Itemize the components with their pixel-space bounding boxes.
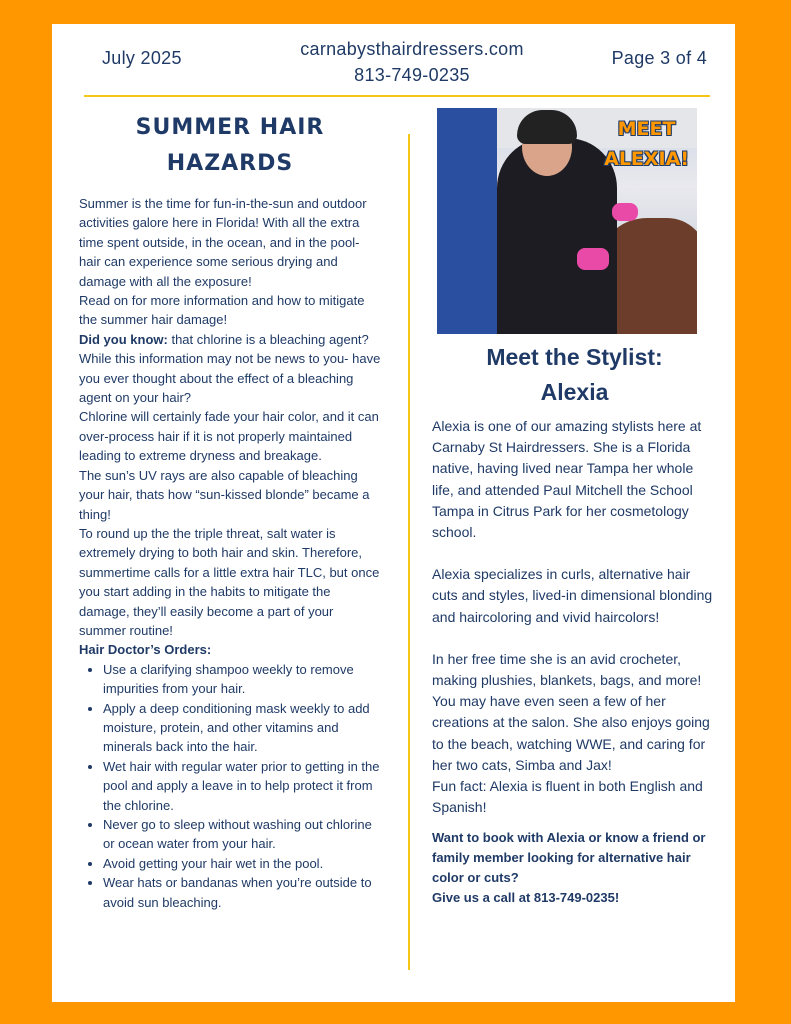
paragraph: Summer is the time for fun-in-the-sun and outdoor activities galore here in Florida! With all the extra time spent outside, in the ocean, and in the pool- hair can experience some serious drying and damage with all the exposure! bbox=[79, 196, 367, 289]
list-item: • Avoid getting your hair wet in the pool. bbox=[103, 854, 381, 873]
article-body bbox=[79, 194, 381, 912]
header-contact bbox=[252, 36, 572, 88]
did-you-know bbox=[79, 330, 381, 349]
orders-list bbox=[79, 660, 381, 912]
spacer bbox=[432, 543, 717, 564]
stylist-photo bbox=[437, 108, 697, 334]
list-item: • Never go to sleep without washing out chlorine or ocean water from your hair. bbox=[103, 815, 381, 854]
paragraph: In her free time she is an avid crocheter, making plushies, blankets, bags, and more! You may have even seen a few of her creations at the salon. She also enjoys going to the beach, watching WWE, and caring for her two cats, Simba and Jax! bbox=[432, 650, 710, 773]
paragraph: Alexia is one of our amazing stylists here at Carnaby St Hairdressers. She is a Florida native, having lived near Tampa her whole life, and attended Paul Mitchell the School Tampa in Citrus Park for her cosmetology school. bbox=[432, 418, 702, 541]
photo-stylist-hair bbox=[517, 110, 577, 144]
summer-hazards-article bbox=[79, 110, 381, 912]
newsletter-page bbox=[52, 24, 735, 1002]
article-title: SUMMER HAIR HAZARDS bbox=[135, 115, 325, 176]
orders-heading: Hair Doctor’s Orders: bbox=[79, 642, 212, 658]
header-divider bbox=[84, 95, 710, 97]
issue-date: July 2025 bbox=[102, 48, 182, 68]
paragraph: The sun’s UV rays are also capable of bleaching your hair, thats how “sun-kissed blonde” became a thing! bbox=[79, 467, 370, 522]
paragraph: Alexia specializes in curls, alternative hair cuts and styles, lived-in dimensional blonding and haircoloring and vivid haircolors! bbox=[432, 566, 713, 625]
stylist-body bbox=[432, 416, 717, 908]
photo-glove bbox=[577, 248, 609, 270]
list-item: • Wear hats or bandanas when you’re outside to avoid sun bleaching. bbox=[103, 873, 381, 912]
list-item: • Wet hair with regular water prior to getting in the pool and apply a leave in to help protect it from the chlorine. bbox=[103, 757, 381, 815]
paragraph: Read on for more information and how to mitigate the summer hair damage! bbox=[79, 293, 365, 328]
column-divider bbox=[408, 134, 410, 970]
did-you-know-label: Did you know: bbox=[79, 331, 168, 347]
photo-wall bbox=[437, 108, 497, 334]
cta-phone: Give us a call at 813-749-0235! bbox=[432, 890, 620, 906]
paragraph: Fun fact: Alexia is fluent in both English and Spanish! bbox=[432, 778, 703, 816]
spacer bbox=[432, 628, 717, 649]
booking-cta: Want to book with Alexia or know a friend or family member looking for alternative hair color or cuts? Give us a call at 813-749-0235! bbox=[432, 828, 717, 908]
paragraph: While this information may not be news to you- have you ever thought about the effect of a bleaching agent on your hair? bbox=[79, 351, 381, 406]
website-link[interactable]: carnabysthairdressers.com bbox=[300, 39, 524, 59]
meet-alexia-overlay: MEET ALEXIA! bbox=[604, 118, 689, 170]
page-number: Page 3 of 4 bbox=[611, 48, 707, 68]
phone-number: 813-749-0235 bbox=[354, 65, 470, 85]
photo-glove bbox=[612, 203, 638, 221]
meet-the-stylist-article bbox=[432, 340, 717, 908]
stylist-title: Meet the Stylist: Alexia bbox=[486, 344, 663, 405]
list-item: • Use a clarifying shampoo weekly to remove impurities from your hair. bbox=[103, 660, 381, 699]
list-item: • Apply a deep conditioning mask weekly to add moisture, protein, and other vitamins and minerals back into the hair. bbox=[103, 699, 381, 757]
paragraph: To round up the the triple threat, salt water is extremely drying to both hair and skin. Therefore, summertime calls for a little extra hair TLC, but once you start adding in the habits to mitigate the damage, they’ll easily become a part of your summer routine! bbox=[79, 525, 380, 638]
paragraph: Chlorine will certainly fade your hair color, and it can over-process hair if it is not properly maintained leading to extreme dryness and breakage. bbox=[79, 409, 379, 464]
did-you-know-text: that chlorine is a bleaching agent? bbox=[167, 331, 369, 347]
